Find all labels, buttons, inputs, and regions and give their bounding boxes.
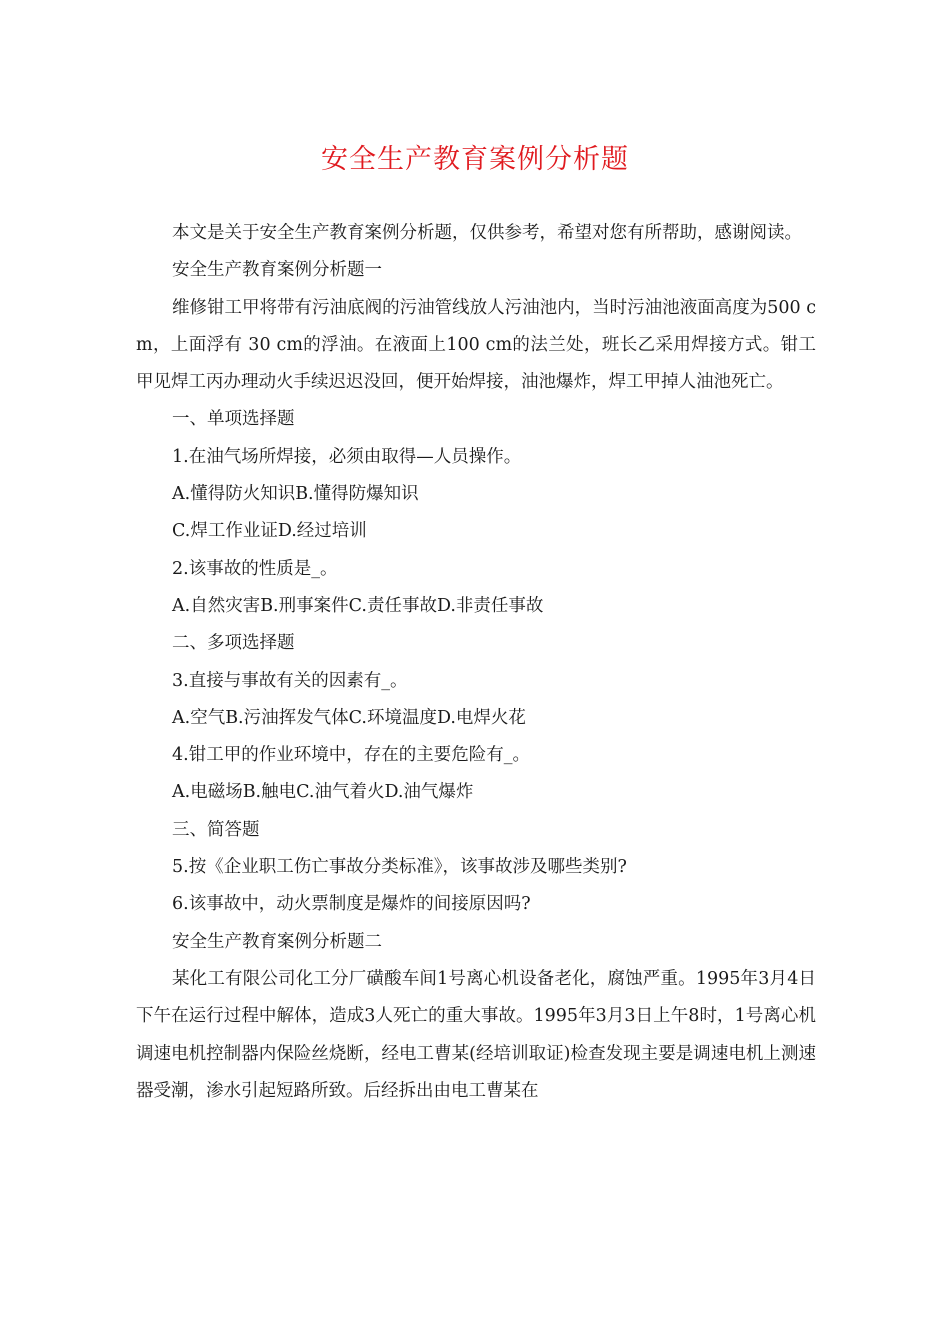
question-item: 3.直接与事故有关的因素有_。 xyxy=(172,670,408,691)
answer-options: C.焊工作业证D.经过培训 xyxy=(172,521,367,542)
answer-options: A.空气B.污油挥发气体C.环境温度D.电焊火花 xyxy=(172,707,526,728)
question-item: 5.按《企业职工伤亡事故分类标准》，该事故涉及哪些类别? xyxy=(172,857,627,878)
question-item: 2.该事故的性质是_。 xyxy=(172,558,338,579)
case-description-1: 维修钳工甲将带有污油底阀的污油管线放人污油池内，当时污油池液面高度为500 cm，上面浮有 30 cm的浮油。在液面上100 cm的法兰处，班长乙采用焊接方式。钳工甲见焊工丙办理动火手续迟迟没回，便开始焊接，油池爆炸，焊工甲掉人油池死亡。 xyxy=(136,297,816,393)
question-group-heading: 一、单项选择题 xyxy=(172,409,295,430)
question-group-heading: 二、多项选择题 xyxy=(172,633,295,654)
question-item: 6.该事故中，动火票制度是爆炸的间接原因吗? xyxy=(172,894,531,915)
section-heading-1: 安全生产教育案例分析题一 xyxy=(172,260,382,281)
answer-options: A.懂得防火知识B.懂得防爆知识 xyxy=(172,484,419,505)
document-body xyxy=(136,215,816,1110)
answer-options: A.自然灾害B.刑事案件C.责任事故D.非责任事故 xyxy=(172,595,544,616)
question-item: 4.钳工甲的作业环境中，存在的主要危险有_。 xyxy=(172,745,530,766)
question-group-heading: 三、简答题 xyxy=(172,819,260,840)
case-description-2: 某化工有限公司化工分厂磺酸车间1号离心机设备老化，腐蚀严重。1995年3月4日下午在运行过程中解体，造成3人死亡的重大事故。1995年3月3日上午8时，1号离心机调速电机控制器内保险丝烧断，经电工曹某(经培训取证)检查发现主要是调速电机上测速器受潮，渗水引起短路所致。后经拆出由电工曹某在 xyxy=(136,968,816,1101)
paragraph-intro: 本文是关于安全生产教育案例分析题，仅供参考，希望对您有所帮助，感谢阅读。 xyxy=(172,223,802,243)
document-title: 安全生产教育案例分析题 xyxy=(321,144,629,175)
question-item: 1.在油气场所焊接，必须由取得—人员操作。 xyxy=(172,446,522,467)
section-heading-2: 安全生产教育案例分析题二 xyxy=(172,931,382,952)
answer-options: A.电磁场B.触电C.油气着火D.油气爆炸 xyxy=(172,782,474,803)
